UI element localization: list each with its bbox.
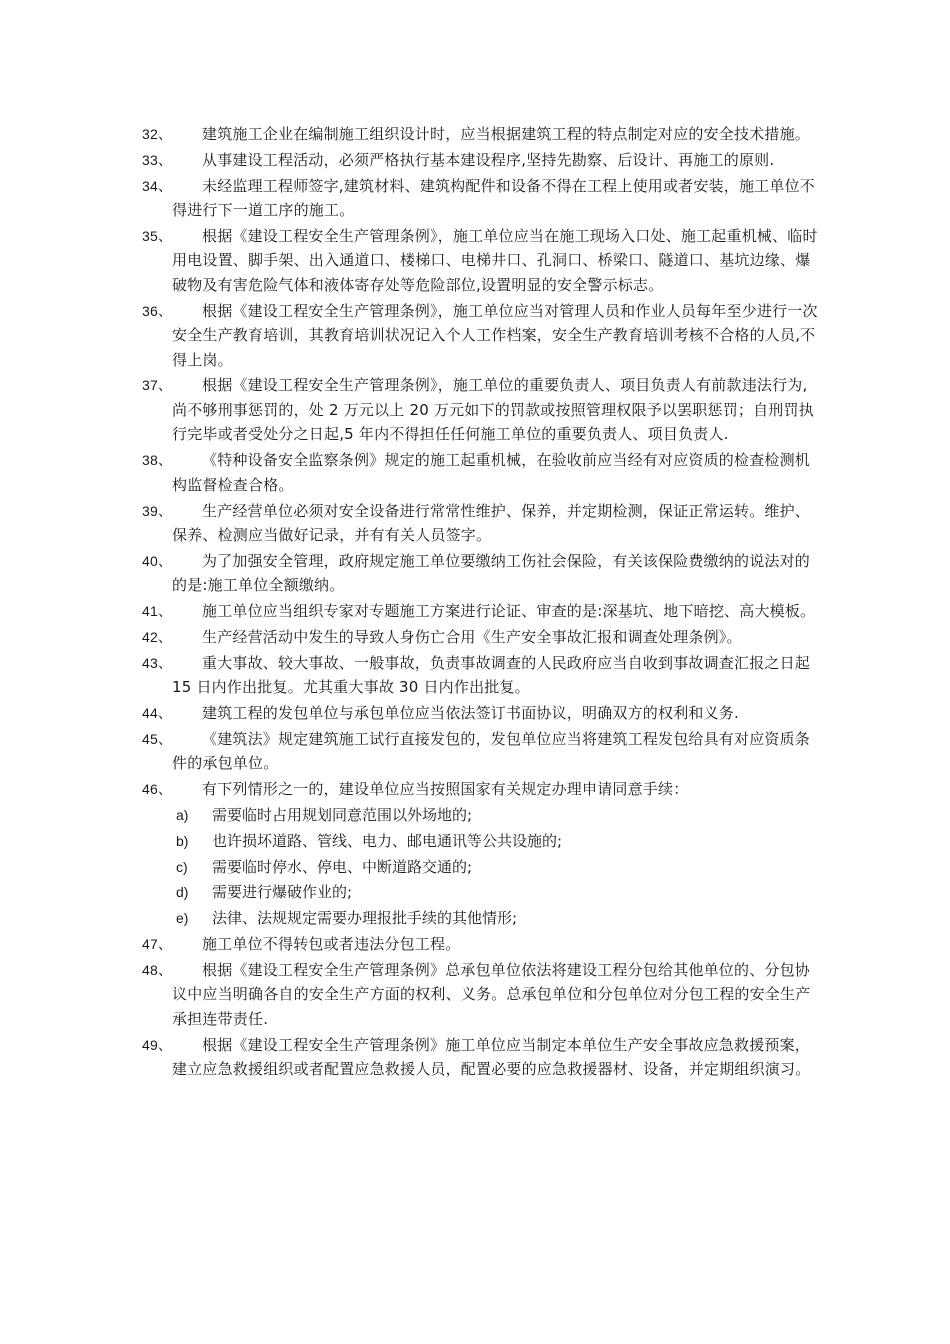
item-number: 43、 xyxy=(142,654,173,671)
item-number: 32、 xyxy=(142,126,173,142)
item-number: 36、 xyxy=(142,302,173,319)
item-number: 41、 xyxy=(142,603,173,620)
item-text: 施工单位应当组织专家对专题施工方案进行论证、审查的是:深基坑、地下暗挖、高大模板。 xyxy=(202,602,816,621)
sub-list-item xyxy=(142,880,822,905)
sub-list-item xyxy=(142,855,822,880)
item-text: 根据《建设工程安全生产管理条例》，施工单位的重要负责人、项目负责人有前款违法行为,尚不够刑事惩罚的，处 2 万元以上 20 万元如下的罚款或按照管理权限予以罢职惩罚；自刑罚执行完毕或者受处分之日起,5 年内不得担任任何施工单位的重要负责人、项目负责人. xyxy=(172,376,814,444)
list-item xyxy=(142,448,822,497)
item-text: 根据《建设工程安全生产管理条例》，施工单位应当在施工现场入口处、施工起重机械、临时用电设置、脚手架、出入通道口、楼梯口、电梯井口、孔洞口、桥梁口、隧道口、基坑边缘、爆破物及有害危险气体和液体寄存处等危险部位,设置明显的安全警示标志。 xyxy=(172,226,818,294)
sub-item-letter: c) xyxy=(176,858,188,875)
item-number: 38、 xyxy=(142,452,173,469)
list-item xyxy=(142,224,822,298)
item-number: 34、 xyxy=(142,177,173,194)
list-item xyxy=(142,122,822,147)
document-content xyxy=(142,122,822,1083)
sub-item-letter: b) xyxy=(176,832,189,849)
item-text: 《建筑法》规定建筑施工试行直接发包的，发包单位应当将建筑工程发包给具有对应资质条件的承包单位。 xyxy=(172,729,811,773)
item-text: 为了加强安全管理，政府规定施工单位要缴纳工伤社会保险，有关该保险费缴纳的说法对的的是:施工单位全额缴纳。 xyxy=(172,551,811,595)
list-item xyxy=(142,373,822,447)
list-item xyxy=(142,777,822,802)
list-item xyxy=(142,499,822,548)
item-text: 根据《建设工程安全生产管理条例》施工单位应当制定本单位生产安全事故应急救援预案，建立应急救援组织或者配置应急救援人员，配置必要的应急救援器材、设备，并定期组织演习。 xyxy=(172,1035,811,1079)
item-number: 47、 xyxy=(142,935,173,952)
list-item xyxy=(142,148,822,173)
item-text: 生产经营活动中发生的导致人身伤亡合用《生产安全事故汇报和调查处理条例》。 xyxy=(202,627,742,646)
item-number: 37、 xyxy=(142,377,173,394)
sub-item-text: 需要进行爆破作业的; xyxy=(212,883,353,902)
list-item xyxy=(142,174,822,223)
item-number: 40、 xyxy=(142,552,173,569)
list-item xyxy=(142,599,822,624)
item-text: 从事建设工程活动，必须严格执行基本建设程序,坚持先勘察、后设计、再施工的原则. xyxy=(202,150,775,169)
list-item xyxy=(142,958,822,1032)
list-item xyxy=(142,625,822,650)
item-number: 45、 xyxy=(142,730,173,747)
list-item xyxy=(142,727,822,776)
item-number: 39、 xyxy=(142,502,173,519)
item-text: 《特种设备安全监察条例》规定的施工起重机械，在验收前应当经有对应资质的检查检测机构监督检查合格。 xyxy=(172,451,811,494)
item-number: 44、 xyxy=(142,705,173,722)
item-text: 未经监理工程师签字,建筑材料、建筑构配件和设备不得在工程上使用或者安装，施工单位不得进行下一道工序的施工。 xyxy=(172,176,815,220)
list-item xyxy=(142,299,822,373)
item-number: 48、 xyxy=(142,961,173,978)
sub-item-text: 需要临时占用规划同意范围以外场地的; xyxy=(212,805,473,824)
item-text: 生产经营单位必须对安全设备进行常常性维护、保养，并定期检测，保证正常运转。维护、保养、检测应当做好记录，并有有关人员签字。 xyxy=(172,501,811,545)
list-item xyxy=(142,932,822,957)
item-text: 建筑工程的发包单位与承包单位应当依法签订书面协议，明确双方的权利和义务. xyxy=(202,704,739,723)
list-item xyxy=(142,1033,822,1082)
sub-list-item xyxy=(142,803,822,828)
sub-list-item xyxy=(142,829,822,854)
sub-list-item xyxy=(142,906,822,931)
item-text: 施工单位不得转包或者违法分包工程。 xyxy=(202,934,461,953)
sub-item-letter: d) xyxy=(176,884,189,901)
sub-item-text: 需要临时停水、停电、中断道路交通的; xyxy=(212,857,473,876)
sub-item-letter: e) xyxy=(176,910,189,927)
list-item xyxy=(142,651,822,700)
sub-item-text: 法律、法规规定需要办理报批手续的其他情形; xyxy=(212,909,518,928)
item-text: 根据《建设工程安全生产管理条例》，施工单位应当对管理人员和作业人员每年至少进行一次安全生产教育培训，其教育培训状况记入个人工作档案，安全生产教育培训考核不合格的人员,不得上岗。 xyxy=(172,301,818,369)
item-text: 有下列情形之一的，建设单位应当按照国家有关规定办理申请同意手续： xyxy=(202,780,689,799)
item-text: 根据《建设工程安全生产管理条例》总承包单位依法将建设工程分包给其他单位的、分包协议中应当明确各自的安全生产方面的权利、义务。总承包单位和分包单位对分包工程的安全生产承担连带责任. xyxy=(172,960,811,1028)
item-number: 35、 xyxy=(142,227,173,244)
list-item xyxy=(142,701,822,726)
list-item xyxy=(142,549,822,598)
sub-item-letter: a) xyxy=(176,806,189,823)
item-text: 建筑施工企业在编制施工组织设计时，应当根据建筑工程的特点制定对应的安全技术措施。 xyxy=(202,125,811,143)
item-number: 33、 xyxy=(142,151,173,168)
item-text: 重大事故、较大事故、一般事故，负责事故调查的人民政府应当自收到事故调查汇报之日起 15 日内作出批复。尤其重大事故 30 日内作出批复。 xyxy=(172,653,811,697)
sub-item-text: 也许损坏道路、管线、电力、邮电通讯等公共设施的; xyxy=(212,831,563,850)
item-number: 42、 xyxy=(142,628,173,645)
item-number: 46、 xyxy=(142,781,173,798)
item-number: 49、 xyxy=(142,1036,173,1053)
